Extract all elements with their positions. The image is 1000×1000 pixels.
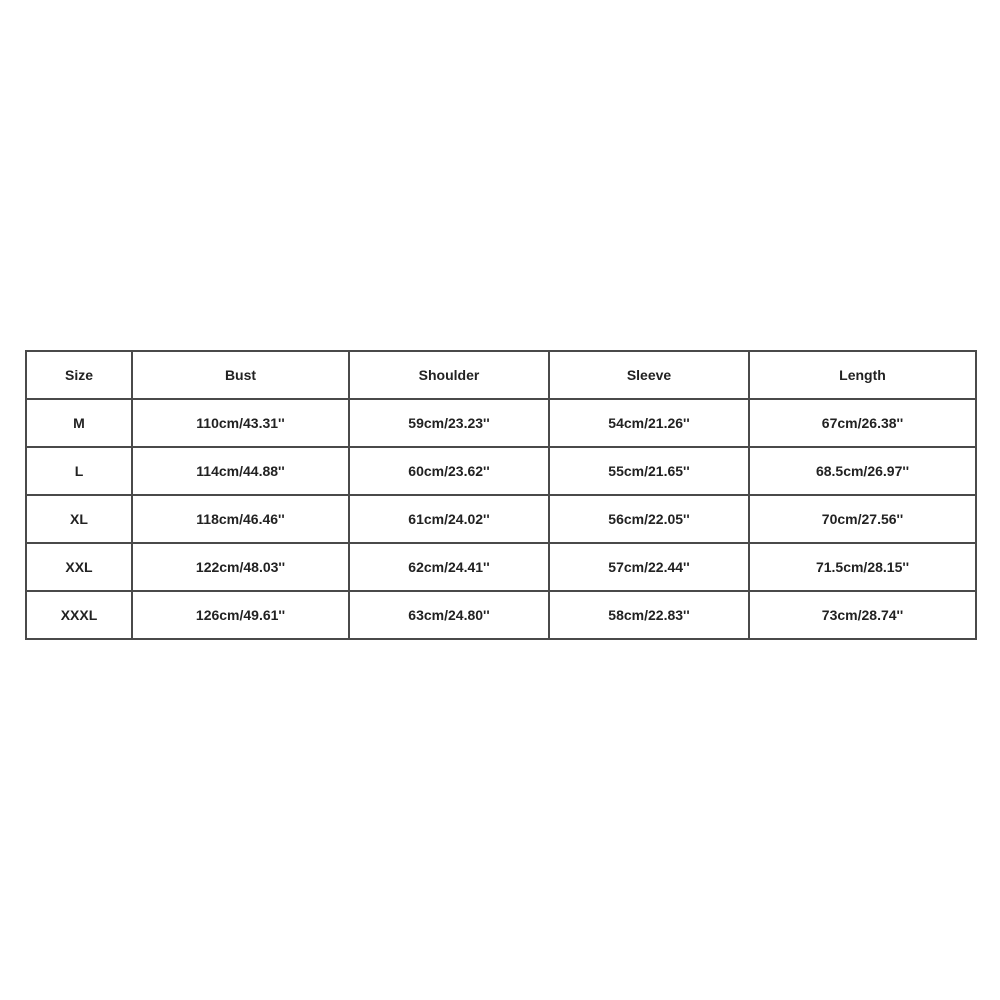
cell-shoulder: 62cm/24.41'' bbox=[349, 543, 549, 591]
cell-size: XXXL bbox=[26, 591, 132, 639]
cell-sleeve: 58cm/22.83'' bbox=[549, 591, 749, 639]
header-bust: Bust bbox=[132, 351, 349, 399]
cell-size: XL bbox=[26, 495, 132, 543]
size-chart-body bbox=[26, 399, 976, 639]
size-chart-header bbox=[26, 351, 976, 399]
size-chart-table bbox=[25, 350, 977, 640]
cell-bust: 122cm/48.03'' bbox=[132, 543, 349, 591]
cell-shoulder: 60cm/23.62'' bbox=[349, 447, 549, 495]
cell-shoulder: 63cm/24.80'' bbox=[349, 591, 549, 639]
table-row bbox=[26, 495, 976, 543]
cell-bust: 118cm/46.46'' bbox=[132, 495, 349, 543]
cell-sleeve: 56cm/22.05'' bbox=[549, 495, 749, 543]
table-row bbox=[26, 447, 976, 495]
header-length: Length bbox=[749, 351, 976, 399]
cell-size: L bbox=[26, 447, 132, 495]
cell-length: 71.5cm/28.15'' bbox=[749, 543, 976, 591]
cell-length: 67cm/26.38'' bbox=[749, 399, 976, 447]
header-row bbox=[26, 351, 976, 399]
table-row bbox=[26, 399, 976, 447]
cell-shoulder: 59cm/23.23'' bbox=[349, 399, 549, 447]
cell-sleeve: 55cm/21.65'' bbox=[549, 447, 749, 495]
table-row bbox=[26, 591, 976, 639]
cell-shoulder: 61cm/24.02'' bbox=[349, 495, 549, 543]
cell-sleeve: 57cm/22.44'' bbox=[549, 543, 749, 591]
cell-length: 73cm/28.74'' bbox=[749, 591, 976, 639]
cell-bust: 114cm/44.88'' bbox=[132, 447, 349, 495]
table-row bbox=[26, 543, 976, 591]
header-size: Size bbox=[26, 351, 132, 399]
cell-size: XXL bbox=[26, 543, 132, 591]
header-shoulder: Shoulder bbox=[349, 351, 549, 399]
cell-size: M bbox=[26, 399, 132, 447]
cell-bust: 110cm/43.31'' bbox=[132, 399, 349, 447]
cell-length: 70cm/27.56'' bbox=[749, 495, 976, 543]
cell-length: 68.5cm/26.97'' bbox=[749, 447, 976, 495]
cell-sleeve: 54cm/21.26'' bbox=[549, 399, 749, 447]
cell-bust: 126cm/49.61'' bbox=[132, 591, 349, 639]
header-sleeve: Sleeve bbox=[549, 351, 749, 399]
